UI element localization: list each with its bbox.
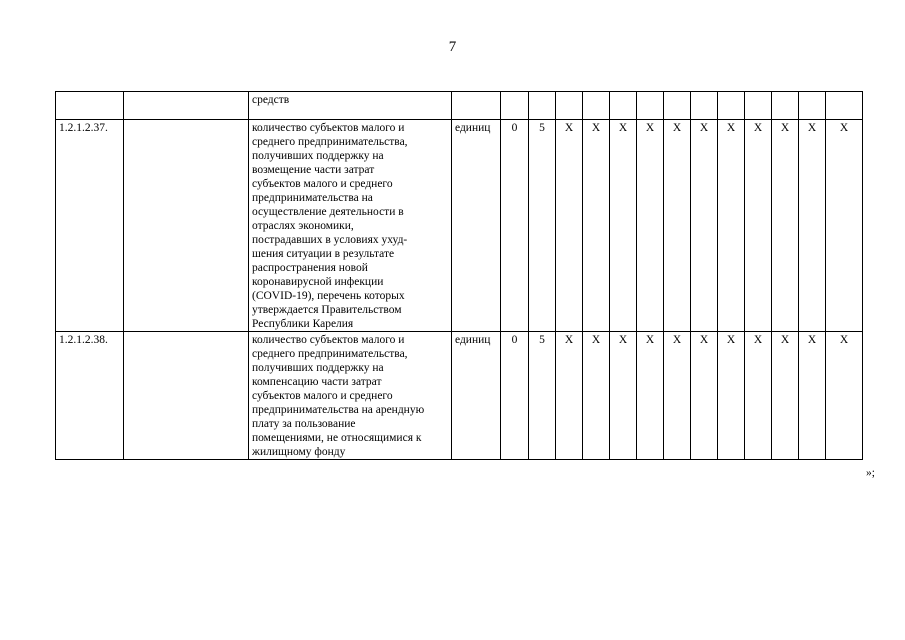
description-cell: количество субъектов малого и среднего предпринимательства, получивших поддержку на компенсацию части затрат субъектов малого и среднего предпринимательства на арендную плату за пользование помещениями, не относящимися к жилищному фонду	[249, 332, 452, 460]
value-cell	[664, 92, 691, 120]
code-cell	[56, 92, 124, 120]
mark-cell: X	[718, 332, 745, 460]
value-cell	[826, 92, 863, 120]
unit-cell: единиц	[452, 120, 501, 332]
mark-cell: X	[772, 120, 799, 332]
mark-cell: X	[556, 120, 583, 332]
mark-cell: X	[745, 332, 772, 460]
mark-cell: X	[772, 332, 799, 460]
table-row	[56, 332, 863, 460]
value-cell	[556, 92, 583, 120]
closing-quote-mark: »;	[866, 467, 875, 479]
mark-cell: X	[691, 120, 718, 332]
value-cell: 5	[529, 120, 556, 332]
mark-cell: X	[691, 332, 718, 460]
mark-cell: X	[610, 332, 637, 460]
mark-cell: X	[637, 332, 664, 460]
table-row	[56, 120, 863, 332]
mark-cell: X	[556, 332, 583, 460]
value-cell: 5	[529, 332, 556, 460]
mark-cell: X	[637, 120, 664, 332]
value-cell	[610, 92, 637, 120]
mark-cell: X	[799, 120, 826, 332]
mark-cell: X	[745, 120, 772, 332]
description-cell: средств	[249, 92, 452, 120]
indicator-table	[55, 91, 863, 460]
unit-cell	[452, 92, 501, 120]
value-cell	[772, 92, 799, 120]
empty-cell	[124, 120, 249, 332]
mark-cell: X	[799, 332, 826, 460]
mark-cell: X	[583, 332, 610, 460]
empty-cell	[124, 92, 249, 120]
value-cell	[799, 92, 826, 120]
code-cell: 1.2.1.2.38.	[56, 332, 124, 460]
mark-cell: X	[826, 332, 863, 460]
empty-cell	[124, 332, 249, 460]
mark-cell: X	[583, 120, 610, 332]
value-cell	[718, 92, 745, 120]
mark-cell: X	[610, 120, 637, 332]
code-cell: 1.2.1.2.37.	[56, 120, 124, 332]
value-cell	[691, 92, 718, 120]
mark-cell: X	[826, 120, 863, 332]
value-cell	[529, 92, 556, 120]
description-cell: количество субъектов малого и среднего предпринимательства, получивших поддержку на возмещение части затрат субъектов малого и среднего предпринимательства на осуществление деятельности в отраслях экономики, пострадавших в условиях ухуд- шения ситуации в результате распространения новой коронавирусной инфекции (COVID-19), перечень которых утверждается Правительством Республики Карелия	[249, 120, 452, 332]
page-number: 7	[448, 39, 457, 55]
unit-cell: единиц	[452, 332, 501, 460]
value-cell	[637, 92, 664, 120]
mark-cell: X	[664, 332, 691, 460]
value-cell: 0	[501, 332, 529, 460]
value-cell	[501, 92, 529, 120]
value-cell: 0	[501, 120, 529, 332]
mark-cell: X	[664, 120, 691, 332]
value-cell	[745, 92, 772, 120]
table-row	[56, 92, 863, 120]
value-cell	[583, 92, 610, 120]
mark-cell: X	[718, 120, 745, 332]
